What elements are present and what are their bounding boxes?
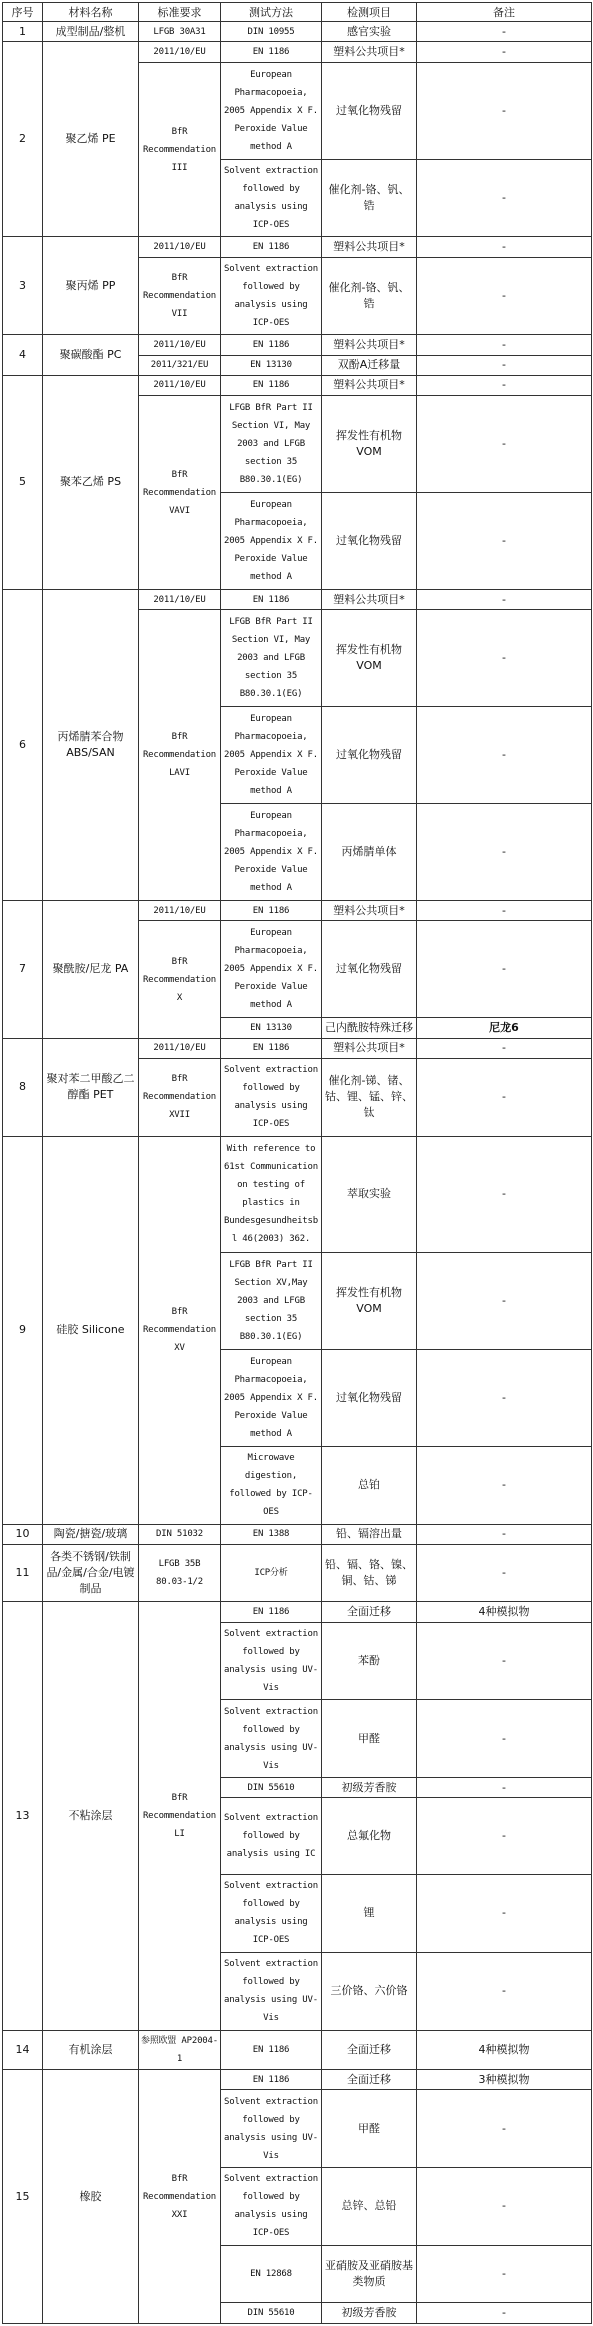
test-method: EN 13130 (221, 1018, 322, 1038)
test-item: 塑料公共项目* (322, 335, 417, 355)
table-row (3, 1038, 592, 1058)
note: - (417, 1778, 592, 1798)
standard-requirement: LFGB 35B 80.03-1/2 (139, 1544, 221, 1602)
row-no: 6 (3, 590, 43, 901)
test-method: DIN 10955 (221, 22, 322, 42)
test-item: 亚硝胺及亚硝胺基类物质 (322, 2245, 417, 2303)
standard-requirement: BfR Recommendation XXI (139, 2070, 221, 2324)
test-method: Solvent extraction followed by analysis using UV-Vis (221, 1952, 322, 2030)
test-item: 挥发性有机物VOM (322, 610, 417, 707)
standard-requirement: BfR Recommendation III (139, 62, 221, 237)
test-method: EN 1388 (221, 1524, 322, 1544)
standard-requirement: 参照欧盟 AP2004-1 (139, 2030, 221, 2069)
material-name: 丙烯腈苯合物 ABS/SAN (43, 590, 139, 901)
row-no: 8 (3, 1038, 43, 1136)
note: 4种模拟物 (417, 2030, 592, 2069)
note: - (417, 1136, 592, 1252)
test-item: 萃取实验 (322, 1136, 417, 1252)
test-item: 总锌、总铅 (322, 2168, 417, 2246)
standard-requirement: BfR Recommendation VAVI (139, 396, 221, 590)
test-method: DIN 55610 (221, 1778, 322, 1798)
test-item: 甲醛 (322, 2090, 417, 2168)
header-method: 测试方法 (221, 3, 322, 22)
standard-requirement: BfR Recommendation X (139, 921, 221, 1038)
test-item: 过氧化物残留 (322, 707, 417, 804)
note: - (417, 355, 592, 375)
note: - (417, 1446, 592, 1524)
test-method: LFGB BfR Part II Section VI, May 2003 and LFGB section 35 B80.30.1(EG) (221, 396, 322, 493)
note: - (417, 921, 592, 1018)
test-item: 总铂 (322, 1446, 417, 1524)
test-item: 感官实验 (322, 22, 417, 42)
table-row (3, 1544, 592, 1602)
row-no: 3 (3, 237, 43, 335)
test-method: DIN 55610 (221, 2303, 322, 2324)
test-item: 双酚A迁移量 (322, 355, 417, 375)
test-method: Microwave digestion, followed by ICP-OES (221, 1446, 322, 1524)
test-item: 挥发性有机物VOM (322, 396, 417, 493)
table-row (3, 2070, 592, 2090)
test-item: 塑料公共项目* (322, 375, 417, 395)
note: - (417, 1952, 592, 2030)
note: - (417, 2245, 592, 2303)
standard-requirement: LFGB 30A31 (139, 22, 221, 42)
row-no: 5 (3, 375, 43, 589)
row-no: 14 (3, 2030, 43, 2069)
test-method: Solvent extraction followed by analysis using ICP-OES (221, 1058, 322, 1136)
test-item: 己内酰胺特殊迁移 (322, 1018, 417, 1038)
note: - (417, 610, 592, 707)
standard-requirement: 2011/10/EU (139, 1038, 221, 1058)
test-method: LFGB BfR Part II Section VI, May 2003 and LFGB section 35 B80.30.1(EG) (221, 610, 322, 707)
note: - (417, 22, 592, 42)
note: - (417, 1252, 592, 1349)
note: - (417, 804, 592, 901)
test-item: 初级芳香胺 (322, 2303, 417, 2324)
material-name: 聚乙烯 PE (43, 42, 139, 237)
standard-requirement: 2011/10/EU (139, 335, 221, 355)
test-method: EN 1186 (221, 237, 322, 257)
test-method: European Pharmacopoeia, 2005 Appendix X F. Peroxide Value method A (221, 804, 322, 901)
test-method: Solvent extraction followed by analysis using IC (221, 1798, 322, 1875)
note: - (417, 901, 592, 921)
header-standard: 标准要求 (139, 3, 221, 22)
note: - (417, 159, 592, 237)
test-method: European Pharmacopoeia, 2005 Appendix X F. Peroxide Value method A (221, 1349, 322, 1446)
standard-requirement: BfR Recommendation XVII (139, 1058, 221, 1136)
standard-requirement: 2011/10/EU (139, 590, 221, 610)
test-method: Solvent extraction followed by analysis using ICP-OES (221, 159, 322, 237)
standard-requirement: 2011/10/EU (139, 375, 221, 395)
standard-requirement: 2011/10/EU (139, 901, 221, 921)
test-method: Solvent extraction followed by analysis using UV-Vis (221, 2090, 322, 2168)
material-name: 成型制品/整机 (43, 22, 139, 42)
note: - (417, 257, 592, 335)
test-item: 塑料公共项目* (322, 590, 417, 610)
test-method: Solvent extraction followed by analysis using UV-Vis (221, 1622, 322, 1700)
standard-requirement: BfR Recommendation VII (139, 257, 221, 335)
test-method: ICP分析 (221, 1544, 322, 1602)
note: - (417, 493, 592, 590)
row-no: 4 (3, 335, 43, 375)
row-no: 7 (3, 901, 43, 1038)
note: - (417, 707, 592, 804)
test-method: EN 1186 (221, 2070, 322, 2090)
standard-requirement: DIN 51032 (139, 1524, 221, 1544)
note: - (417, 2090, 592, 2168)
header-item: 检测项目 (322, 3, 417, 22)
test-method: Solvent extraction followed by analysis using ICP-OES (221, 1875, 322, 1953)
test-item: 三价铬、六价铬 (322, 1952, 417, 2030)
standard-requirement: 2011/321/EU (139, 355, 221, 375)
material-name: 聚丙烯 PP (43, 237, 139, 335)
material-name: 橡胶 (43, 2070, 139, 2324)
material-name: 陶瓷/搪瓷/玻璃 (43, 1524, 139, 1544)
test-method: EN 1186 (221, 335, 322, 355)
test-method: EN 12868 (221, 2245, 322, 2303)
row-no: 1 (3, 22, 43, 42)
test-item: 铅、镉溶出量 (322, 1524, 417, 1544)
material-name: 各类不锈钢/铁制品/金属/合金/电镀制品 (43, 1544, 139, 1602)
test-method: European Pharmacopoeia, 2005 Appendix X F. Peroxide Value method A (221, 493, 322, 590)
test-method: EN 1186 (221, 1038, 322, 1058)
test-item: 总氟化物 (322, 1798, 417, 1875)
test-item: 催化剂-锑、锗、钴、锂、锰、锌、钛 (322, 1058, 417, 1136)
material-name: 不粘涂层 (43, 1602, 139, 2030)
standard-requirement: BfR Recommendation XV (139, 1136, 221, 1524)
header-row (3, 3, 592, 22)
test-method: EN 1186 (221, 1602, 322, 1622)
note: - (417, 237, 592, 257)
test-item: 过氧化物残留 (322, 62, 417, 159)
test-method: Solvent extraction followed by analysis using ICP-OES (221, 2168, 322, 2246)
material-name: 聚对苯二甲酸乙二醇酯 PET (43, 1038, 139, 1136)
standard-requirement: BfR Recommendation LAVI (139, 610, 221, 901)
note: - (417, 590, 592, 610)
test-method: EN 1186 (221, 590, 322, 610)
note: - (417, 42, 592, 62)
test-method: Solvent extraction followed by analysis using ICP-OES (221, 257, 322, 335)
material-name: 有机涂层 (43, 2030, 139, 2069)
material-name: 聚酰胺/尼龙 PA (43, 901, 139, 1038)
row-no: 2 (3, 42, 43, 237)
note: - (417, 1349, 592, 1446)
material-name: 硅胶 Silicone (43, 1136, 139, 1524)
test-item: 塑料公共项目* (322, 901, 417, 921)
note: - (417, 396, 592, 493)
note: 4种模拟物 (417, 1602, 592, 1622)
note: 尼龙6 (417, 1018, 592, 1038)
test-item: 全面迁移 (322, 2070, 417, 2090)
test-item: 挥发性有机物VOM (322, 1252, 417, 1349)
test-item: 塑料公共项目* (322, 42, 417, 62)
material-name: 聚苯乙烯 PS (43, 375, 139, 589)
note: - (417, 1875, 592, 1953)
test-method: Solvent extraction followed by analysis using UV-Vis (221, 1700, 322, 1778)
table-row (3, 1602, 592, 1622)
test-item: 催化剂-铬、钒、锆 (322, 257, 417, 335)
note: - (417, 1544, 592, 1602)
header-no: 序号 (3, 3, 43, 22)
table-row (3, 237, 592, 257)
test-item: 过氧化物残留 (322, 493, 417, 590)
table-row (3, 901, 592, 921)
note: - (417, 62, 592, 159)
row-no: 13 (3, 1602, 43, 2030)
test-item: 全面迁移 (322, 1602, 417, 1622)
table-row (3, 375, 592, 395)
row-no: 9 (3, 1136, 43, 1524)
table-row (3, 1136, 592, 1252)
row-no: 11 (3, 1544, 43, 1602)
test-item: 苯酚 (322, 1622, 417, 1700)
test-item: 铅、镉、铬、镍、铜、钴、锑 (322, 1544, 417, 1602)
table-row (3, 22, 592, 42)
note: - (417, 375, 592, 395)
note: - (417, 1038, 592, 1058)
test-method: LFGB BfR Part II Section XV,May 2003 and LFGB section 35 B80.30.1(EG) (221, 1252, 322, 1349)
test-method: EN 13130 (221, 355, 322, 375)
table-row (3, 335, 592, 355)
note: - (417, 1524, 592, 1544)
note: - (417, 2303, 592, 2324)
test-item: 塑料公共项目* (322, 237, 417, 257)
header-material: 材料名称 (43, 3, 139, 22)
note: - (417, 1700, 592, 1778)
standard-requirement: 2011/10/EU (139, 237, 221, 257)
test-item: 全面迁移 (322, 2030, 417, 2069)
test-method: European Pharmacopoeia, 2005 Appendix X F. Peroxide Value method A (221, 62, 322, 159)
test-item: 锂 (322, 1875, 417, 1953)
test-method: EN 1186 (221, 42, 322, 62)
note: 3种模拟物 (417, 2070, 592, 2090)
table-row (3, 1524, 592, 1544)
table-row (3, 42, 592, 62)
note: - (417, 2168, 592, 2246)
test-method: With reference to 61st Communication on testing of plastics in Bundesgesundheitsbl 46(2003) 362. (221, 1136, 322, 1252)
note: - (417, 335, 592, 355)
note: - (417, 1622, 592, 1700)
test-item: 过氧化物残留 (322, 1349, 417, 1446)
standards-table (2, 2, 592, 2324)
standard-requirement: BfR Recommendation LI (139, 1602, 221, 2030)
table-row (3, 2030, 592, 2069)
test-item: 丙烯腈单体 (322, 804, 417, 901)
test-item: 甲醛 (322, 1700, 417, 1778)
row-no: 15 (3, 2070, 43, 2324)
material-name: 聚碳酸酯 PC (43, 335, 139, 375)
test-method: European Pharmacopoeia, 2005 Appendix X F. Peroxide Value method A (221, 707, 322, 804)
test-item: 塑料公共项目* (322, 1038, 417, 1058)
test-method: EN 1186 (221, 901, 322, 921)
test-method: European Pharmacopoeia, 2005 Appendix X F. Peroxide Value method A (221, 921, 322, 1018)
test-method: EN 1186 (221, 375, 322, 395)
test-item: 催化剂-铬、钒、锆 (322, 159, 417, 237)
table-row (3, 590, 592, 610)
note: - (417, 1058, 592, 1136)
note: - (417, 1798, 592, 1875)
test-item: 初级芳香胺 (322, 1778, 417, 1798)
row-no: 10 (3, 1524, 43, 1544)
test-item: 过氧化物残留 (322, 921, 417, 1018)
header-note: 备注 (417, 3, 592, 22)
standard-requirement: 2011/10/EU (139, 42, 221, 62)
test-method: EN 1186 (221, 2030, 322, 2069)
